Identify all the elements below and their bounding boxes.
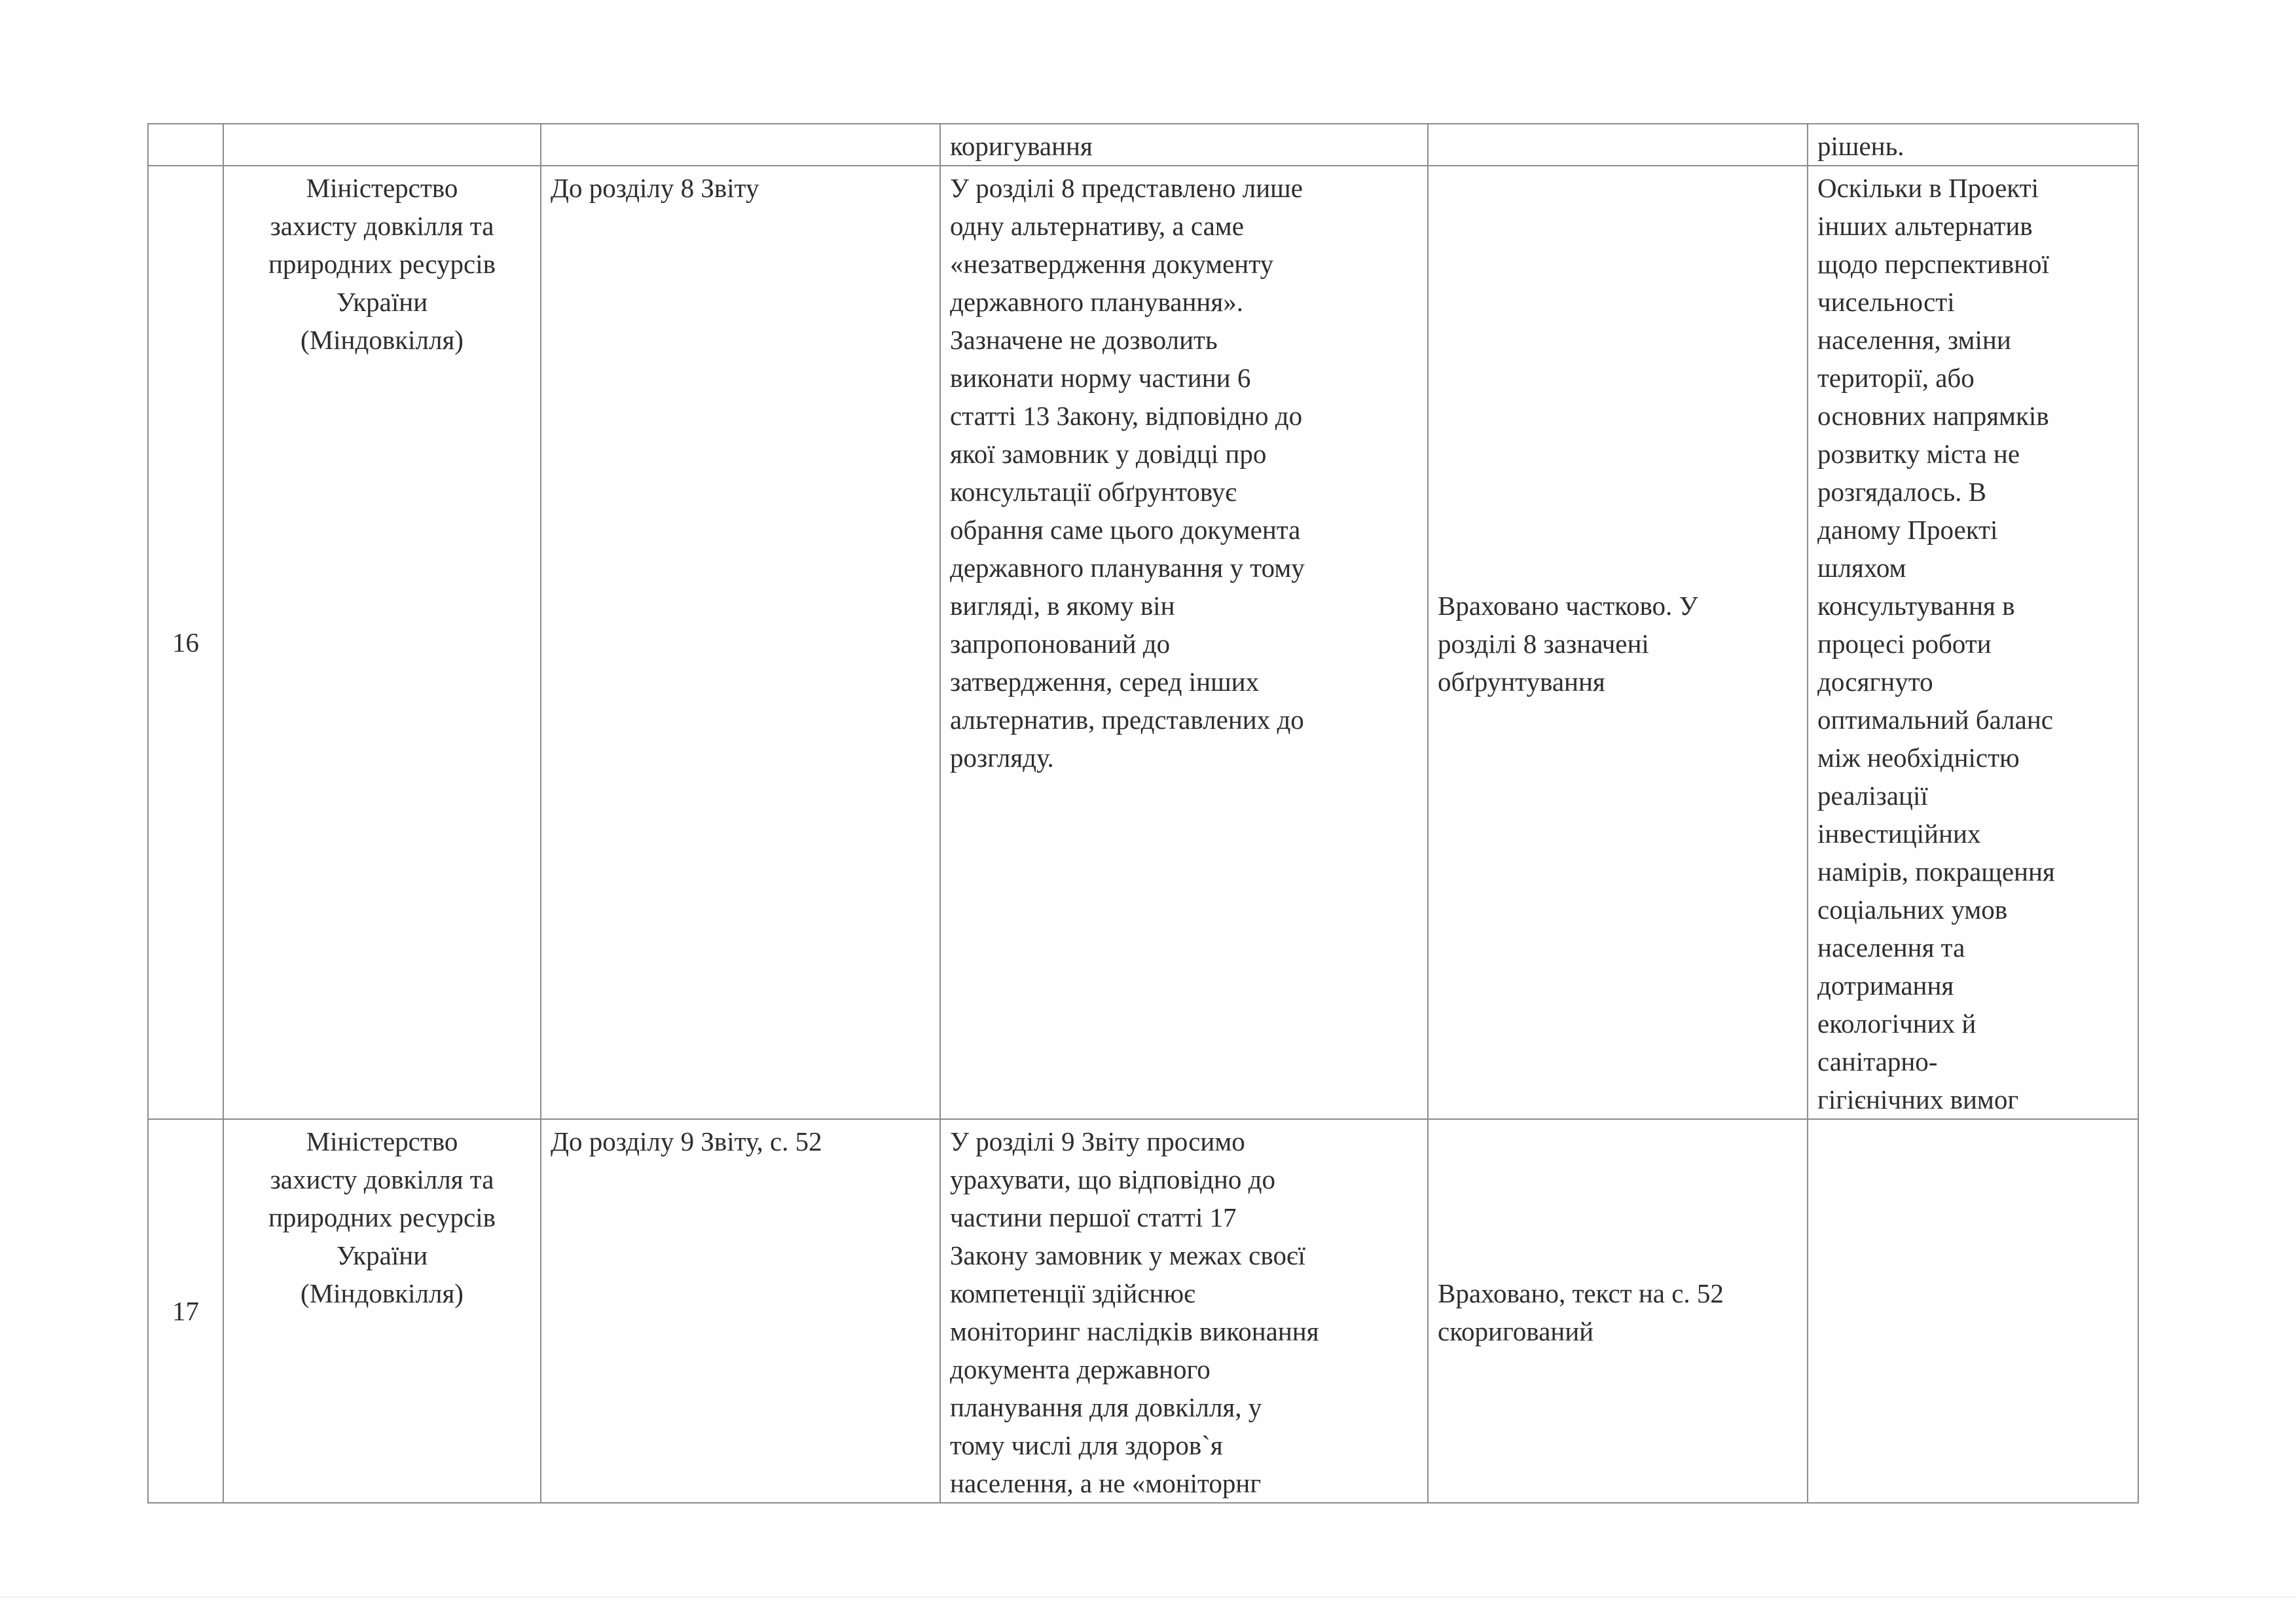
organization-name: Міністерство захисту довкілля та природних ресурсів України (Міндовкілля): [223, 1119, 541, 1503]
row-number: 16: [148, 166, 223, 1119]
justification-text: Оскільки в Проекті інших альтернатив щодо перспективної чисельності населення, зміни території, або основних напрямків розвитку міста не розгядалось. В даному Проекті шляхом консультування в процесі роботи досягнуто оптимальний баланс між необхідністю реалізації інвестиційних намірів, покращення соціальних умов населення та дотримання екологічних й санітарно- гігієнічних вимог: [1808, 166, 2138, 1119]
status-text: Враховано частково. У розділі 8 зазначені обґрунтування: [1428, 166, 1808, 1119]
cell-organization: [223, 124, 541, 166]
comments-table: [147, 123, 2139, 1504]
scan-edge: [0, 1596, 2296, 1598]
cell-number: [148, 124, 223, 166]
table-row: [148, 166, 2138, 1119]
report-section: До розділу 9 Звіту, с. 52: [541, 1119, 940, 1503]
cell-justification: рішень.: [1808, 124, 2138, 166]
cell-comment: коригування: [940, 124, 1428, 166]
table-row: [148, 1119, 2138, 1503]
organization-name: Міністерство захисту довкілля та природних ресурсів України (Міндовкілля): [223, 166, 541, 1119]
comment-text: У розділі 8 представлено лише одну альтернативу, а саме «незатвердження документу державного планування». Зазначене не дозволить виконати норму частини 6 статті 13 Закону, відповідно до якої замовник у довідці про консультації обґрунтовує обрання саме цього документа державного планування у тому вигляді, в якому він запропонований до затвердження, серед інших альтернатив, представлених до розгляду.: [940, 166, 1428, 1119]
row-number: 17: [148, 1119, 223, 1503]
cell-section: [541, 124, 940, 166]
report-section: До розділу 8 Звіту: [541, 166, 940, 1119]
table-row-continuation: [148, 124, 2138, 166]
status-text: Враховано, текст на с. 52 скоригований: [1428, 1119, 1808, 1503]
cell-status: [1428, 124, 1808, 166]
comment-text: У розділі 9 Звіту просимо урахувати, що відповідно до частини першої статті 17 Закону замовник у межах своєї компетенції здійснює моніторинг наслідків виконання документа державного планування для довкілля, у тому числі для здоров`я населення, а не «моніторнг: [940, 1119, 1428, 1503]
justification-text: [1808, 1119, 2138, 1503]
